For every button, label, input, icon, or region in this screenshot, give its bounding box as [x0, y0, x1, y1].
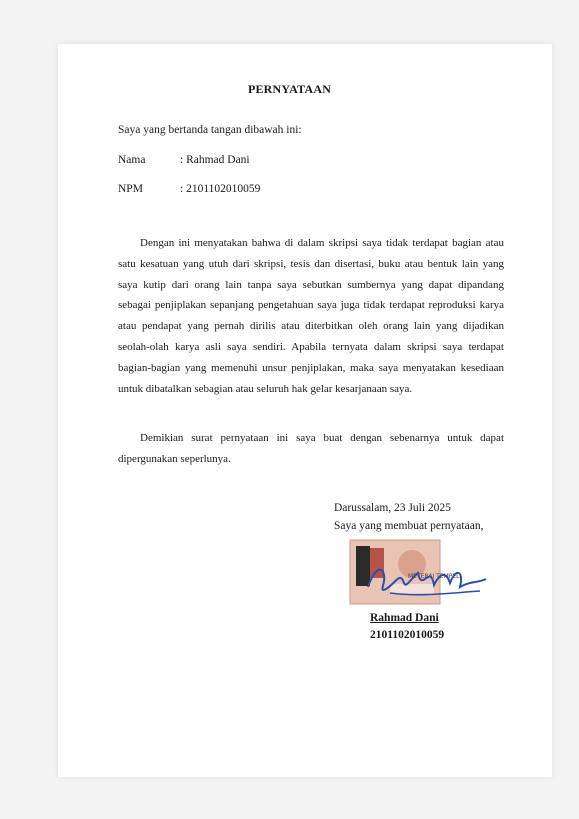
document-title: PERNYATAAN: [247, 82, 332, 96]
signer-caption: Saya yang membuat pernyataan,: [334, 520, 484, 532]
npm-value: : 2101102010059: [180, 183, 261, 195]
closing-paragraph: [118, 428, 504, 470]
statement-paragraph: [118, 233, 504, 399]
meterai-label: METERAI TEMPEL: [408, 573, 460, 580]
signer-npm: 2101102010059: [370, 629, 445, 641]
signer-name: Rahmad Dani: [370, 612, 439, 624]
intro-text: Saya yang bertanda tangan dibawah ini:: [118, 124, 302, 136]
name-value: : Rahmad Dani: [180, 154, 250, 166]
handwritten-signature: [360, 553, 490, 603]
statement-text: Dengan ini menyatakan bahwa di dalam skripsi saya tidak terdapat bagian atau satu kesatuan yang utuh dari skripsi, tesis dan disertasi, buku atau bentuk lain yang saya kutip dari orang lain tanpa saya sebutkan sumbernya yang dapat dipandang sebagai penjiplakan sepanjang pengetahuan saya juga tidak terdapat reproduksi karya atau pendapat yang pernah dirilis atau diterbitkan oleh orang lain yang dijadikan seolah-olah karya asli saya sendiri. Apabila ternyata dalam skripsi saya terdapat bagian-bagian yang memenuhi unsur penjiplakan, maka saya menyatakan kesediaan untuk dibatalkan sebagian atau seluruh hak gelar kesarjanaan saya.: [118, 237, 504, 395]
npm-label: NPM: [118, 183, 143, 195]
name-label: Nama: [118, 154, 146, 166]
place-date: Darussalam, 23 Juli 2025: [334, 502, 451, 514]
closing-text: Demikian surat pernyataan ini saya buat dengan sebenarnya untuk dapat dipergunakan seperlunya.: [118, 432, 504, 465]
